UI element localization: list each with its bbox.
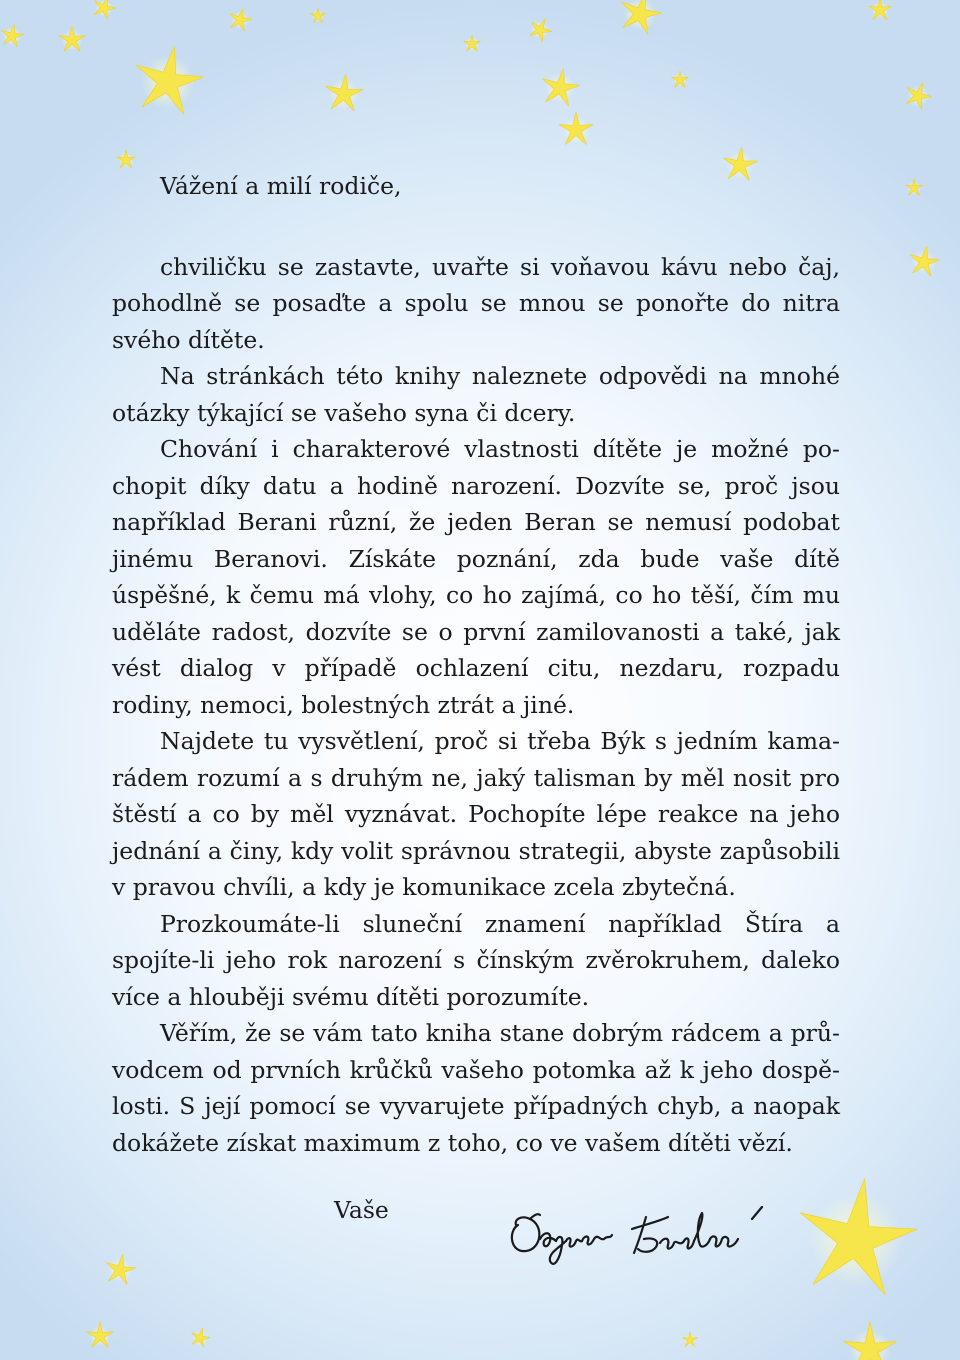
star-icon	[671, 71, 688, 87]
star-icon	[136, 47, 203, 115]
star-icon	[622, 0, 663, 34]
paragraph: Prozkoumáte-li sluneční znamení například Štíra a spojíte-li jeho rok narození s čínským zvěrokruhem, daleko více a hlouběji svému dítěti porozumíte.	[112, 909, 840, 1011]
star-icon	[682, 1332, 697, 1347]
star-icon	[905, 179, 922, 195]
star-icon	[559, 112, 593, 145]
star-icon	[59, 26, 86, 51]
letter-body	[112, 168, 840, 1161]
greeting: Vážení a milí rodiče,	[160, 172, 402, 200]
paragraph: chviličku se zastavte, uvařte si voňavou kávu nebo čaj, pohodlně se posaďte a spolu se mnou se ponořte do nitra svého dítěte.	[112, 252, 840, 354]
star-icon	[906, 83, 932, 110]
star-icon	[463, 35, 480, 51]
star-icon	[1, 24, 24, 47]
star-icon	[910, 246, 940, 276]
star-icon	[192, 1328, 210, 1347]
star-icon	[326, 74, 364, 111]
star-icon	[843, 1322, 896, 1360]
paragraph: Najdete tu vysvětlení, proč si třeba Býk s jedním kamarádem rozumí a s druhým ne, jaký talisman by měl nosit pro štěstí a co by měl vyznávat. Pochopíte lépe reakce na jeho jednání a činy, kdy volit správnou strategii, abyste zapůsobili v pravou chvíli, a kdy je komunikace zcela zbytečná.	[112, 727, 840, 901]
star-icon	[117, 150, 136, 168]
star-icon	[542, 68, 580, 106]
star-icon	[869, 0, 892, 20]
star-icon	[230, 8, 252, 31]
star-icon	[94, 0, 116, 19]
paragraph: Věřím, že se vám tato kniha stane dobrým rádcem a průvodcem od prvních krůčků vašeho potomka až k jeho dospělosti. S její pomocí se vyvarujete případných chyb, a naopak dokážete získat maximum z toho, co ve vašem dítěti vězí.	[112, 1019, 840, 1157]
star-icon	[87, 1322, 114, 1347]
signature-image	[504, 1195, 784, 1275]
closing-word: Vaše	[334, 1196, 389, 1224]
paragraph: Na stránkách této knihy naleznete odpovědi na mnohé otázky týkající se vašeho syna či dcery.	[112, 362, 840, 427]
star-icon	[800, 1179, 917, 1295]
paragraph: Chování i charakterové vlastnosti dítěte je možné pochopit díky datu a hodině narození. Dozvíte se, proč jsou například Berani různí, že jeden Beran se nemusí podobat jinému Beranovi. Získáte poznání, zda bude vaše dítě úspěšné, k čemu má vlohy, co ho zajímá, co ho těší, čím mu uděláte radost, dozvíte se o první zamilovanosti a také, jak vést dialog v případě ochlazení citu, nezdaru, rozpadu rodiny, nemoci, bolestných ztrát a jiné.	[112, 435, 840, 719]
star-icon	[106, 1254, 136, 1284]
star-icon	[530, 19, 552, 42]
star-icon	[310, 8, 325, 23]
